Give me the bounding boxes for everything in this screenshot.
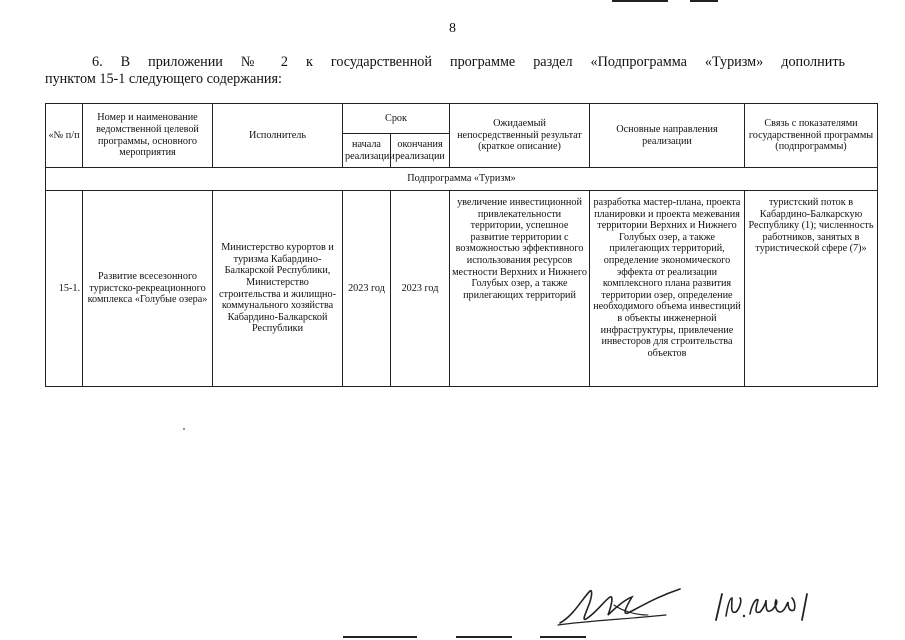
row-executor: Министерство курортов и туризма Кабардино-Балкарской Республики, Министерство строительства и жилищно-коммунального хозяйства Кабардино-Балкарской Республики [213,191,343,387]
row-term-end: 2023 год [391,191,450,387]
scan-edge-mark [540,636,586,638]
header-directions: Основные направления реализации [590,104,745,168]
row-directions: разработка мастер-плана, проекта планировки и проекта межевания территории Верхних и Нижнего Голубых озер, а также прилегающих территорий, определение экономического эффекта от реализации комплексного плана развития территории озер, определение необходимого объема инвестиций в объекты инженерной инфраструктуры, привлечение инвесторов для строительства объектов [590,191,745,387]
header-term-end: окончания реализации [391,134,450,168]
program-table [45,103,878,387]
header-num: «№ п/п [46,104,83,168]
scan-edge-mark [690,0,718,2]
intro-line-2: пунктом 15-1 следующего содержания: [45,71,282,87]
scan-speck [183,428,185,430]
header-expected-result: Ожидаемый непосредственный результат (краткое описание) [450,104,590,168]
row-program-name: Развитие всесезонного туристско-рекреационного комплекса «Голубые озера» [83,191,213,387]
scan-edge-mark [456,636,512,638]
header-term-start: начала реализации [343,134,391,168]
intro-line-1: 6. В приложении № 2 к государственной программе раздел «Подпрограмма «Туризм» дополнить [92,54,845,70]
scan-edge-mark [612,0,668,2]
row-term-start: 2023 год [343,191,391,387]
scan-edge-mark [343,636,417,638]
intro-paragraph [45,54,845,88]
header-term: Срок [343,104,450,134]
header-program-name: Номер и наименование ведомственной целевой программы, основного мероприятия [83,104,213,168]
row-number: 15-1. [46,191,83,387]
row-indicator-link: туристский поток в Кабардино-Балкарскую Республику (1); численность работников, занятых в туристической сфере (7)» [745,191,878,387]
page-number: 8 [449,21,456,36]
header-executor: Исполнитель [213,104,343,168]
signature-handwritten-name [710,590,810,624]
signature-scribble [556,585,686,629]
row-expected-result: увеличение инвестиционной привлекательности территории, успешное развитие территории с возможностью эффективного использования ресурсов местности Верхних и Нижнего Голубых озер, а также прилегающих территорий [450,191,590,387]
subprogram-title: Подпрограмма «Туризм» [46,168,878,191]
header-indicator-link: Связь с показателями государственной программы (подпрограммы) [745,104,878,168]
